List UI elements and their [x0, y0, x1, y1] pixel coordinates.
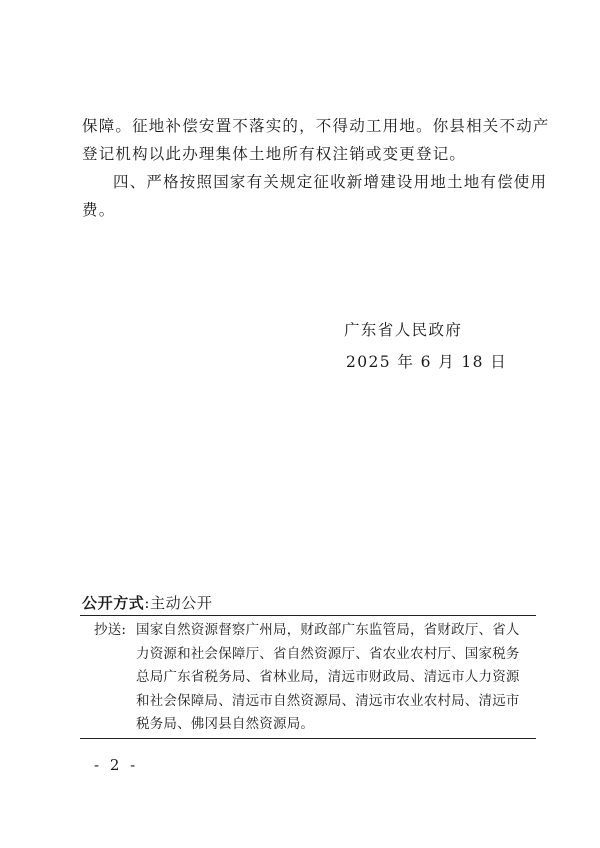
page-number: - 2 - — [94, 756, 139, 774]
issuer-name: 广东省人民政府 — [344, 321, 463, 339]
bottom-rule — [80, 738, 536, 739]
body-text — [82, 112, 550, 224]
cc-line-4: 和社会保障局、清远市自然资源局、清远市农业农村局、清远市 — [136, 692, 520, 709]
cc-line-3: 总局广东省税务局、省林业局，清远市财政局、清远市人力资源 — [136, 669, 520, 685]
body-line-3: 四、严格按照国家有关规定征收新增建设用地土地有偿使用 — [113, 173, 548, 191]
disclosure-separator: : — [144, 594, 151, 612]
cc-line-5: 税务局、佛冈县自然资源局。 — [136, 716, 315, 732]
disclosure-value: 主动公开 — [150, 594, 213, 612]
cc-list — [136, 619, 536, 737]
disclosure-line — [82, 592, 212, 613]
cc-line-1: 国家自然资源督察广州局，财政部广东监管局，省财政厅、省人 — [136, 622, 520, 638]
body-line-2: 登记机构以此办理集体土地所有权注销或变更登记。 — [82, 145, 467, 163]
issue-date: 2025 年 6 月 18 日 — [346, 353, 508, 371]
body-line-1: 保障。征地补偿安置不落实的，不得动工用地。你县相关不动产 — [82, 117, 550, 135]
cc-label: 抄送: — [94, 622, 127, 638]
cc-line-2: 力资源和社会保障厅、省自然资源厅、省农业农村厅、国家税务 — [136, 645, 520, 662]
top-rule — [80, 615, 536, 616]
disclosure-label: 公开方式 — [82, 594, 145, 612]
body-line-4: 费。 — [82, 201, 116, 219]
